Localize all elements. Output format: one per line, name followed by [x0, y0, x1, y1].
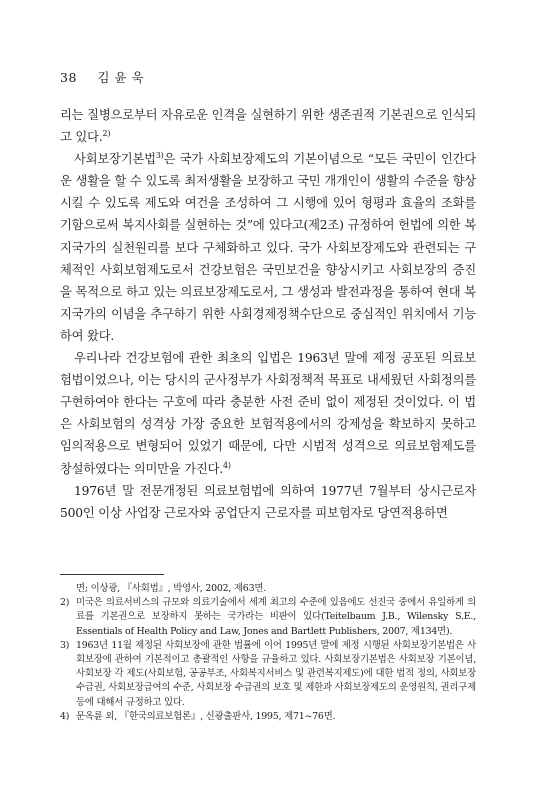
footnote-text: 미국은 의료서비스의 규모와 의료기술에서 세계 최고의 수준에 있음에도 선진국 중에서 유일하게 의료를 기본권으로 보장하지 못하는 국가라는 비판이 있다(Teitelbaum J.B., Wilensky S.E., Essentials of Health Policy and Law, Jones and Bartlett Publishers, 2007, 제134면). [76, 597, 476, 637]
paragraph-4-text: 1976년 말 전문개정된 의료보험법에 의하여 1977년 7월부터 상시근로자 500인 이상 사업장 근로자와 공업단지 근로자를 피보험자로 당연적용하면 [60, 483, 476, 520]
paragraph-2-text: 은 국가 사회보장제도의 기본이념으로 “모든 국민이 인간다운 생활을 할 수 있도록 최저생활을 보장하고 국민 개개인이 생활의 수준을 향상시킬 수 있도록 제도와 여건을 조성하여 그 시행에 있어 형평과 효율의 조화를 기함으로써 복지사회를 실현하는 것”에 있다고(제2조) 규정하여 헌법에 의한 복지국가의 실천원리를 보다 구체화하고 있다. 국가 사회보장제도와 관련되는 구체적인 사회보험제도로서 건강보험은 국민보건을 향상시키고 사회보장의 증진을 목적으로 하고 있는 의료보장제도로서, 그 생성과 발전과정을 통하여 현대 복지국가의 이념을 추구하기 위한 사회경제정책수단으로 중심적인 위치에서 기능하여 왔다. [60, 152, 476, 343]
paragraph-2-term: 사회보장기본법 [74, 152, 156, 167]
footnote-continued [60, 582, 476, 596]
paragraph-2 [60, 148, 476, 347]
footnote-ref-4: 4) [222, 460, 231, 470]
footnote-divider [60, 574, 164, 575]
page-number: 38 [60, 70, 77, 85]
footnote-number: 4) [60, 710, 70, 722]
body-text [60, 104, 476, 524]
footnote-4 [60, 710, 476, 724]
paragraph-1-text: 리는 질병으로부터 자유로운 인격을 실현하기 위한 생존권적 기본권으로 인식되고 있다. [60, 108, 476, 145]
footnote-text: 면; 이상광, 『사회법』, 박영사, 2002, 제63면. [76, 583, 266, 594]
footnote-ref-2: 2) [102, 129, 111, 138]
footnotes [60, 582, 476, 724]
page-header [60, 68, 144, 86]
paragraph-3-text: 우리나라 건강보험에 관한 최초의 입법은 1963년 말에 제정 공포된 의료보험법이었으나, 이는 당시의 군사정부가 사회정책적 목표로 내세웠던 사회정의를 구현하여야 한다는 구호에 따라 충분한 사전 준비 없이 제정된 것이었다. 이 법은 사회보험의 성격상 가장 중요한 보험적용에서의 강제성을 확보하지 못하고 임의적용으로 변형되어 있었기 때문에, 다만 시범적 성격으로 의료보험제도를 창설하였다는 의미만을 가진다. [60, 351, 476, 476]
paragraph-3 [60, 347, 476, 480]
footnote-2 [60, 596, 476, 639]
paragraph-4 [60, 480, 476, 524]
footnote-text: 문옥륜 외, 『한국의료보험론』, 신광출판사, 1995, 제71~76면. [76, 710, 336, 722]
footnote-number: 2) [60, 597, 70, 609]
footnote-number: 3) [60, 639, 70, 651]
paragraph-1 [60, 104, 476, 148]
footnote-3 [60, 639, 476, 710]
footnote-ref-3: 3) [155, 151, 164, 161]
running-author: 김 윤 욱 [97, 70, 145, 85]
footnote-text: 1963년 11월 제정된 사회보장에 관한 법률에 이어 1995년 말에 제정 시행된 사회보장기본법은 사회보장에 관하여 기본적이고 총괄적인 사항을 규율하고 있다. 사회보장기본법은 사회보장 기본이념, 사회보장 각 제도(사회보험, 공공부조, 사회복지서비스 및 관련복지제도)에 대한 법적 정의, 사회보장 수급권, 사회보장급여의 수준, 사회보장 수급권의 보호 및 제한과 사회보장제도의 운영원칙, 권리구제 등에 대해서 규정하고 있다. [76, 639, 476, 708]
